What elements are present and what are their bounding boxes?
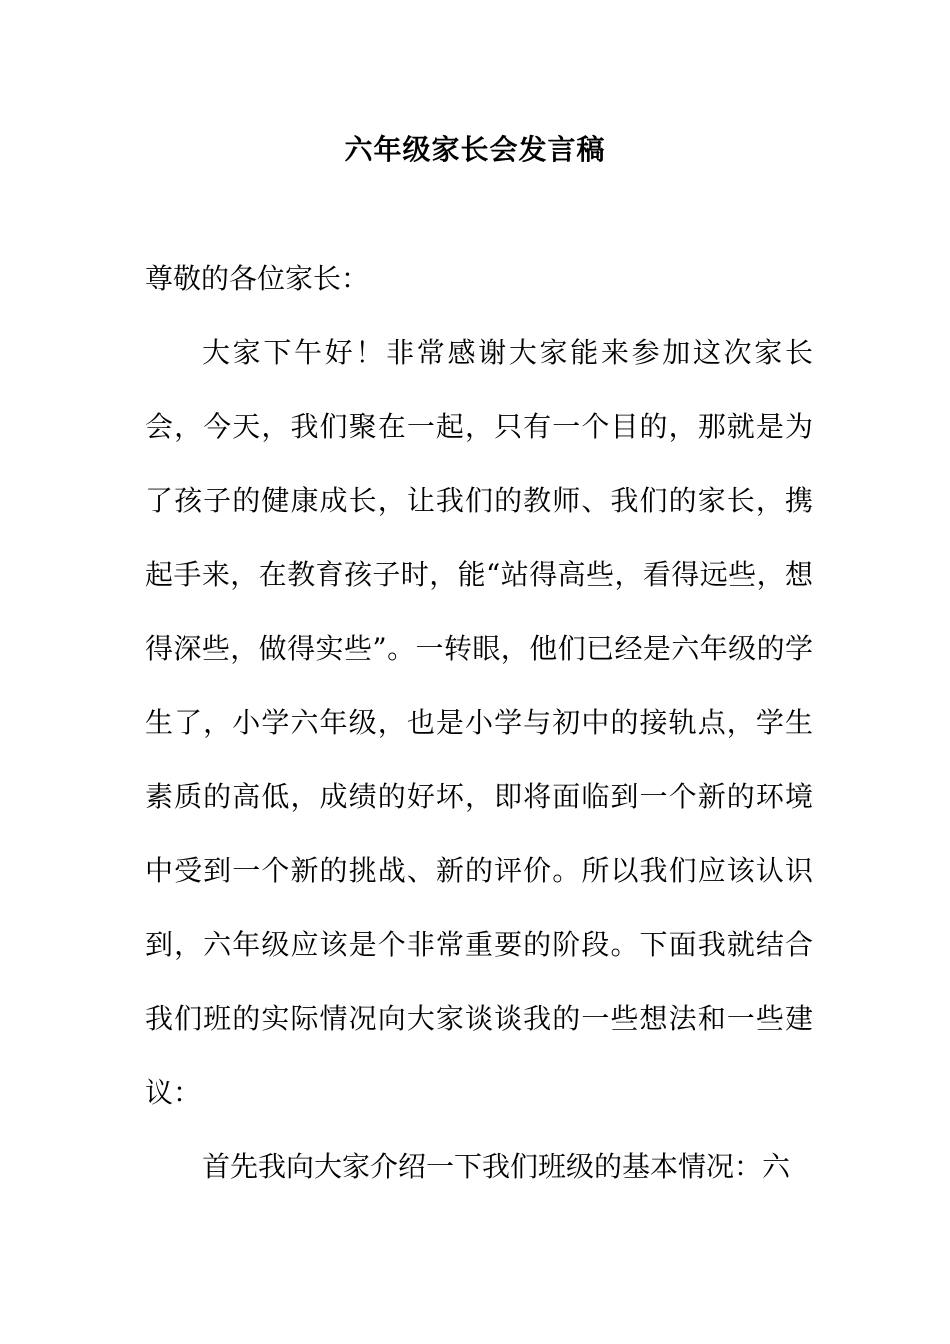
salutation: 尊敬的各位家长： (145, 262, 370, 295)
document-body (145, 242, 813, 1204)
paragraph-class-intro: 首先我向大家介绍一下我们班级的基本情况：六 (202, 1150, 791, 1183)
document-title: 六年级家长会发言稿 (344, 133, 606, 166)
paragraph-opening: 大家下午好！非常感谢大家能来参加这次家长会，今天，我们聚在一起，只有一个目的，那就是为了孩子的健康成长，让我们的教师、我们的家长，携起手来，在教育孩子时，能“站得高些，看得远些，想得深些，做得实些”。一转眼，他们已经是六年级的学生了，小学六年级，也是小学与初中的接轨点，学生素质的高低，成绩的好坏，即将面临到一个新的环境中受到一个新的挑战、新的评价。所以我们应该认识到，六年级应该是个非常重要的阶段。下面我就结合我们班的实际情况向大家谈谈我的一些想法和一些建议： (145, 336, 813, 1109)
